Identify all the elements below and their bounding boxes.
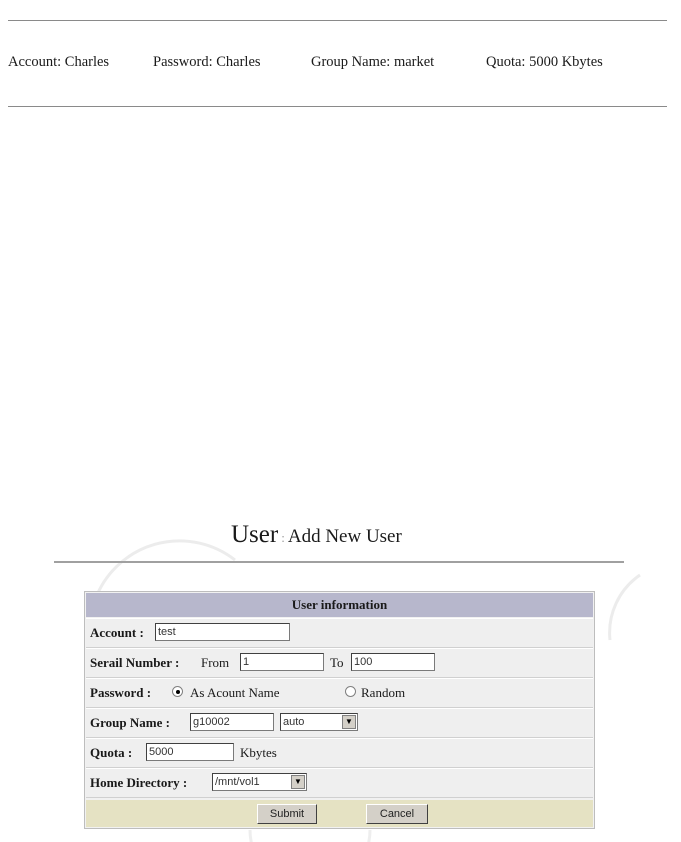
page-title-main: User: [231, 521, 279, 548]
title-divider: [54, 561, 624, 563]
title-separator: :: [281, 530, 285, 545]
serial-to-label: To: [330, 655, 344, 670]
password-as-account-radio[interactable]: [172, 686, 183, 697]
serial-number-row: [86, 648, 593, 678]
summary-quota: Quota: 5000 Kbytes: [486, 54, 603, 70]
password-as-account-label: As Acount Name: [190, 685, 280, 700]
summary-account: Account: Charles: [8, 54, 110, 70]
form-actions: [86, 800, 593, 827]
chevron-down-icon: ▼: [291, 775, 305, 789]
home-directory-select[interactable]: [212, 773, 307, 791]
password-label: Password :: [90, 685, 152, 700]
password-random-label: Random: [361, 685, 406, 700]
form-heading: User information: [86, 593, 593, 617]
serial-number-label: Serail Number :: [90, 655, 180, 670]
quota-label: Quota :: [90, 745, 133, 760]
serial-to-input[interactable]: 100: [351, 653, 435, 671]
group-name-input[interactable]: g10002: [190, 713, 274, 731]
quota-input[interactable]: 5000: [146, 743, 234, 761]
user-information-form: [84, 591, 595, 829]
home-directory-label: Home Directory :: [90, 775, 188, 790]
quota-row: [86, 738, 593, 768]
page-title: [231, 521, 402, 549]
password-row: [86, 678, 593, 708]
serial-from-input[interactable]: 1: [240, 653, 324, 671]
group-mode-select[interactable]: [280, 713, 358, 731]
cancel-button[interactable]: Cancel: [366, 804, 428, 824]
account-row: [86, 618, 593, 648]
group-name-label: Group Name :: [90, 715, 170, 730]
summary-group: Group Name: market: [311, 54, 435, 70]
page-subtitle: Add New User: [287, 526, 402, 547]
account-input[interactable]: test: [155, 623, 290, 641]
account-label: Account :: [90, 625, 144, 640]
quota-unit: Kbytes: [240, 745, 277, 760]
home-directory-value: /mnt/vol1: [215, 776, 260, 788]
submit-button[interactable]: Submit: [257, 804, 317, 824]
home-directory-row: [86, 768, 593, 798]
password-random-radio[interactable]: [345, 686, 356, 697]
group-name-row: [86, 708, 593, 738]
summary-divider: [8, 106, 667, 107]
chevron-down-icon: ▼: [342, 715, 356, 729]
group-mode-value: auto: [283, 716, 305, 728]
top-divider: [8, 20, 667, 21]
serial-from-label: From: [201, 655, 230, 670]
summary-password: Password: Charles: [153, 54, 261, 70]
